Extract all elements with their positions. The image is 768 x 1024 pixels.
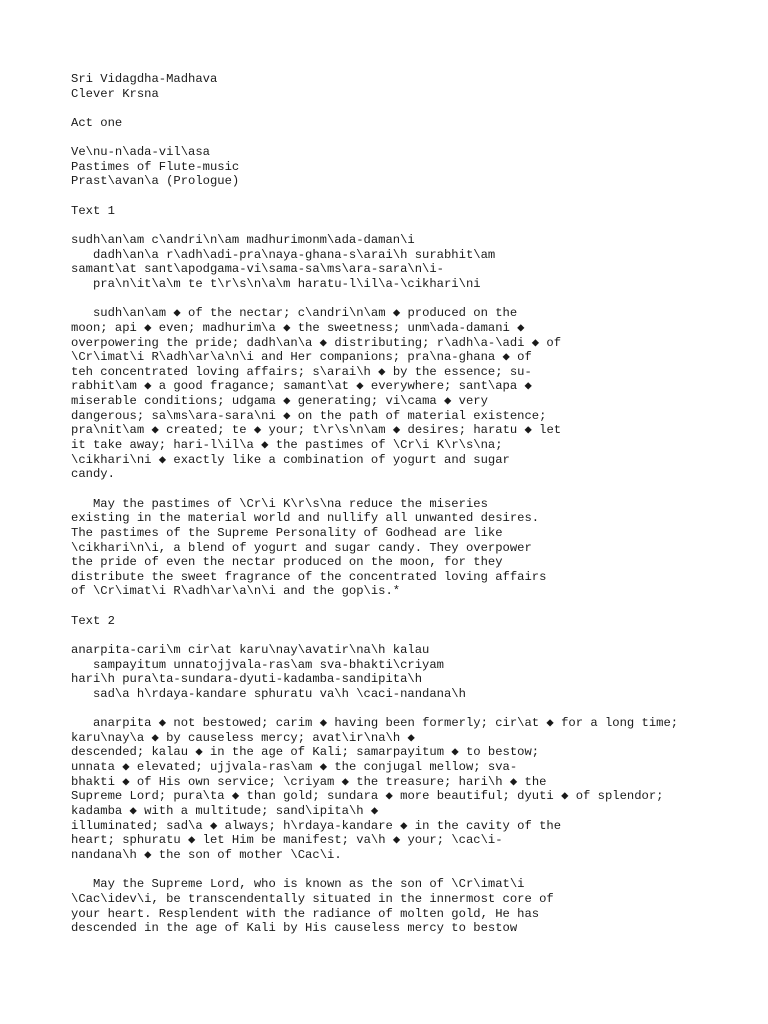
text-line: kadamba ◆ with a multitude; sand\ipita\h ◆ [71, 804, 379, 819]
text-line: \cikhari\n\i, a blend of yogurt and sugar candy. They overpower [71, 540, 532, 555]
text-line [71, 599, 761, 614]
text-line: May the pastimes of \Cr\i K\r\s\na reduce the miseries [71, 496, 488, 511]
text-line [71, 218, 761, 233]
text-line: \cikhari\ni ◆ exactly like a combination of yogurt and sugar [71, 452, 510, 467]
text-line [71, 292, 761, 307]
text-line: pra\n\it\a\m te t\r\s\n\a\m haratu-l\il\a-\cikhari\ni [71, 276, 481, 291]
text-line: sad\a h\rdaya-kandare sphuratu va\h \caci-nandana\h [71, 686, 466, 701]
text-line: candy. [71, 467, 115, 482]
text-line: pra\nit\am ◆ created; te ◆ your; t\r\s\n\am ◆ desires; haratu ◆ let [71, 423, 562, 438]
text-line: your heart. Resplendent with the radiance of molten gold, He has [71, 906, 540, 921]
text-line: nandana\h ◆ the son of mother \Cac\i. [71, 847, 342, 862]
text-line: existing in the material world and nullify all unwanted desires. [71, 511, 540, 526]
text-line: bhakti ◆ of His own service; \criyam ◆ the treasure; hari\h ◆ the [71, 774, 547, 789]
text-line [71, 628, 761, 643]
text-line [71, 863, 761, 878]
text-line [71, 702, 761, 717]
text-line: Text 1 [71, 203, 115, 218]
text-line: karu\nay\a ◆ by causeless mercy; avat\ir\na\h ◆ [71, 730, 415, 745]
text-line: rabhit\am ◆ a good fragance; samant\at ◆ everywhere; sant\apa ◆ [71, 379, 532, 394]
text-line: dadh\an\a r\adh\adi-pra\naya-ghana-s\arai\h surabhit\am [71, 247, 496, 262]
text-line: Prast\avan\a (Prologue) [71, 174, 240, 189]
text-line: hari\h pura\ta-sundara-dyuti-kadamba-sandipita\h [71, 672, 423, 687]
text-line: Supreme Lord; pura\ta ◆ than gold; sundara ◆ more beautiful; dyuti ◆ of splendor; [71, 789, 664, 804]
text-line: The pastimes of the Supreme Personality of Godhead are like [71, 525, 503, 540]
text-line: heart; sphuratu ◆ let Him be manifest; va\h ◆ your; \cac\i- [71, 833, 503, 848]
text-line: sampayitum unnatojjvala-ras\am sva-bhakti\criyam [71, 657, 444, 672]
text-line: Ve\nu-n\ada-vil\asa [71, 145, 210, 160]
text-line [71, 101, 761, 116]
document-page [71, 72, 761, 936]
text-line: May the Supreme Lord, who is known as the son of \Cr\imat\i [71, 877, 525, 892]
text-line: overpowering the pride; dadh\an\a ◆ distributing; r\adh\a-\adi ◆ of [71, 335, 562, 350]
text-line: descended in the age of Kali by His causeless mercy to bestow [71, 921, 518, 936]
text-line: samant\at sant\apodgama-vi\sama-sa\ms\ara-sara\n\i- [71, 262, 444, 277]
text-line: \Cr\imat\i R\adh\ar\a\n\i and Her companions; pra\na-ghana ◆ of [71, 350, 532, 365]
text-line: Pastimes of Flute-music [71, 159, 240, 174]
text-line: Sri Vidagdha-Madhava [71, 72, 218, 86]
text-line: it take away; hari-l\il\a ◆ the pastimes of \Cr\i K\r\s\na; [71, 438, 503, 453]
text-line: anarpita ◆ not bestowed; carim ◆ having been formerly; cir\at ◆ for a long time; [71, 716, 679, 731]
text-line: Act one [71, 115, 123, 130]
text-line: \Cac\idev\i, be transcendentally situated in the innermost core of [71, 891, 554, 906]
text-line: of \Cr\imat\i R\adh\ar\a\n\i and the gop\is.* [71, 584, 401, 599]
text-line: distribute the sweet fragrance of the concentrated loving affairs [71, 569, 547, 584]
text-line: sudh\an\am ◆ of the nectar; c\andri\n\am ◆ produced on the [71, 306, 518, 321]
text-line: teh concentrated loving affairs; s\arai\h ◆ by the essence; su- [71, 364, 532, 379]
text-line: dangerous; sa\ms\ara-sara\ni ◆ on the path of material existence; [71, 408, 547, 423]
text-line: unnata ◆ elevated; ujjvala-ras\am ◆ the conjugal mellow; sva- [71, 760, 518, 775]
text-line: illuminated; sad\a ◆ always; h\rdaya-kandare ◆ in the cavity of the [71, 818, 562, 833]
text-line [71, 131, 761, 146]
text-line: miserable conditions; udgama ◆ generating; vi\cama ◆ very [71, 394, 488, 409]
text-line [71, 482, 761, 497]
text-line [71, 189, 761, 204]
text-line: sudh\an\am c\andri\n\am madhurimonm\ada-daman\i [71, 233, 415, 248]
text-line: Clever Krsna [71, 86, 159, 101]
text-line: Text 2 [71, 613, 115, 628]
text-line: moon; api ◆ even; madhurim\a ◆ the sweetness; unm\ada-damani ◆ [71, 320, 525, 335]
text-line: anarpita-cari\m cir\at karu\nay\avatir\na\h kalau [71, 642, 430, 657]
text-line: the pride of even the nectar produced on the moon, for they [71, 555, 503, 570]
text-line: descended; kalau ◆ in the age of Kali; samarpayitum ◆ to bestow; [71, 745, 540, 760]
